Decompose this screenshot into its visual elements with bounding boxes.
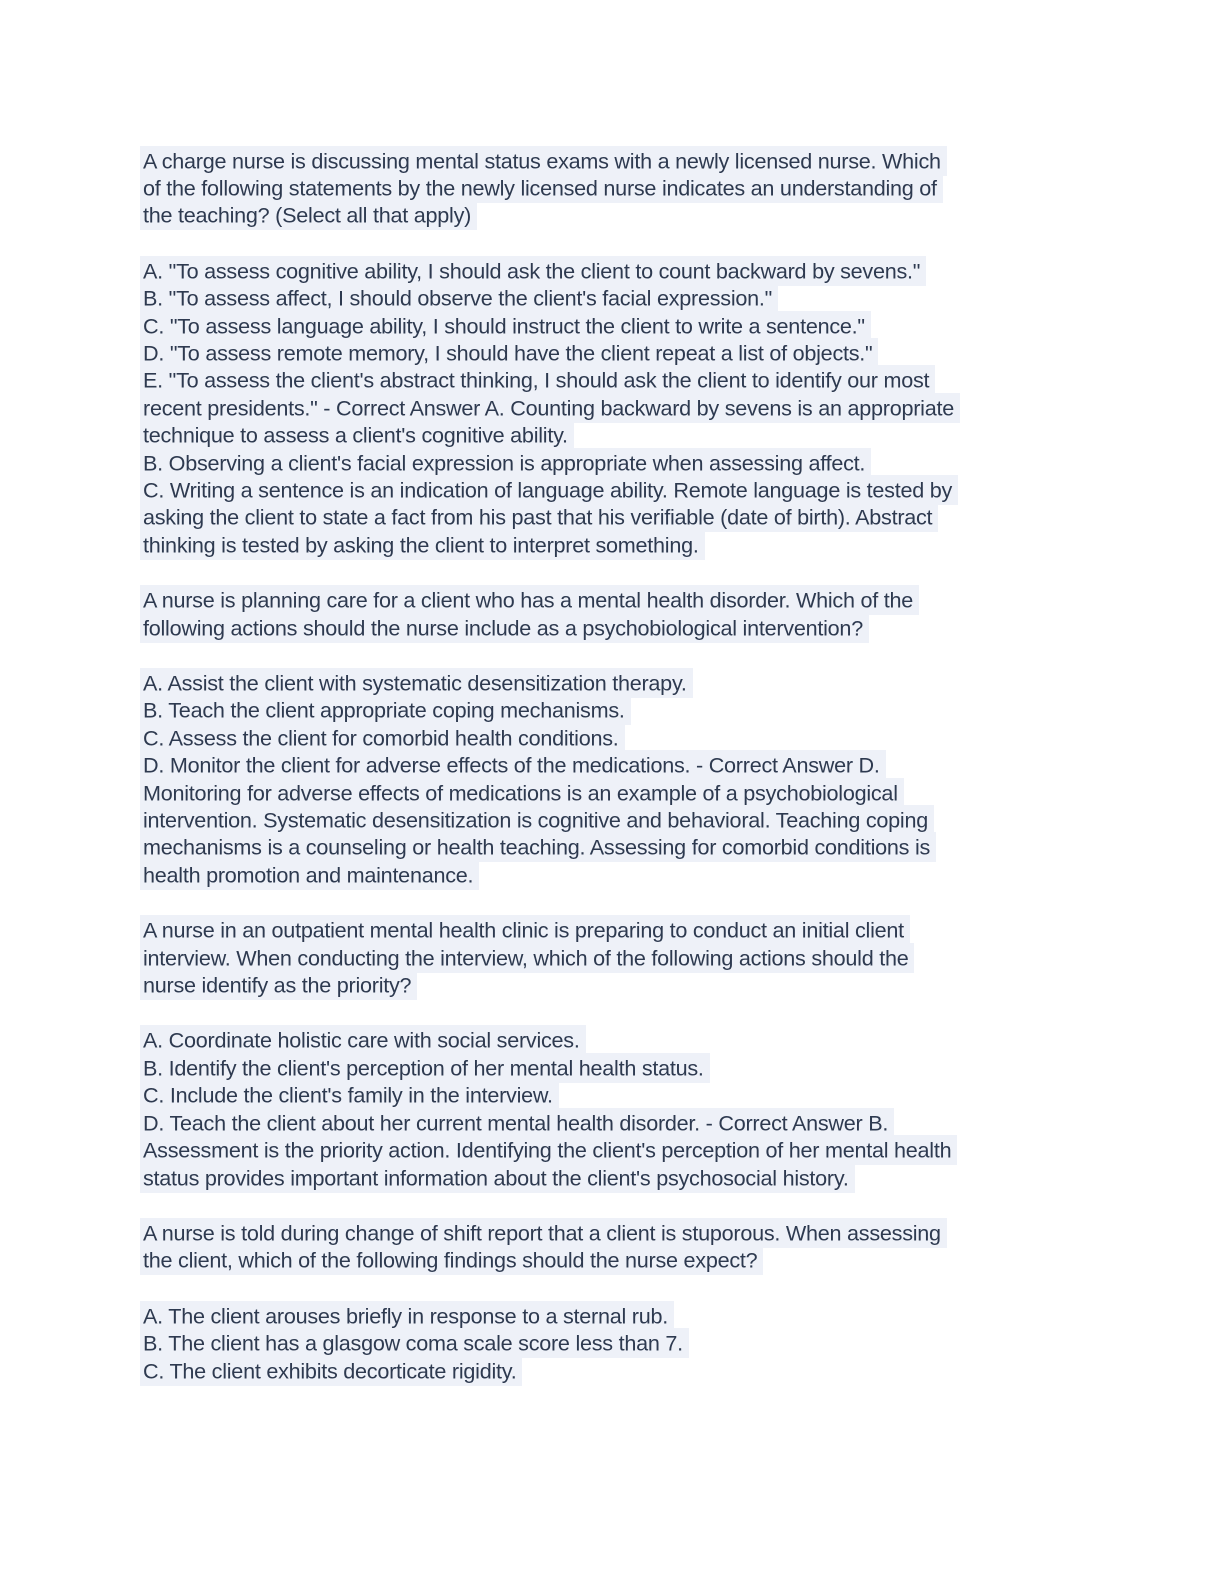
text-line [140, 1109, 1108, 1136]
text-line [140, 312, 1108, 339]
text-line [140, 1357, 1108, 1384]
text-line [140, 504, 1108, 531]
highlighted-text: health promotion and maintenance. [140, 860, 479, 890]
text-line [140, 174, 1108, 201]
highlighted-text: C. The client exhibits decorticate rigidity. [140, 1356, 522, 1386]
highlighted-text: thinking is tested by asking the client to interpret something. [140, 530, 705, 560]
highlighted-text: B. "To assess affect, I should observe the client's facial expression." [140, 283, 778, 313]
text-line [140, 1164, 1108, 1191]
text-line [140, 1027, 1108, 1054]
text-line [140, 587, 1108, 614]
highlighted-text: nurse identify as the priority? [140, 970, 417, 1000]
text-line [140, 531, 1108, 558]
highlighted-text: following actions should the nurse include as a psychobiological intervention? [140, 613, 869, 643]
highlighted-text: A nurse is planning care for a client who has a mental health disorder. Which of the [140, 585, 919, 615]
paragraph [143, 1302, 1108, 1384]
highlighted-text: interview. When conducting the interview, which of the following actions should the [140, 943, 914, 973]
highlighted-text: the teaching? (Select all that apply) [140, 200, 477, 230]
text-line [140, 449, 1108, 476]
highlighted-text: status provides important information about the client's psychosocial history. [140, 1163, 855, 1193]
highlighted-text: B. Observing a client's facial expression is appropriate when assessing affect. [140, 448, 871, 478]
highlighted-text: D. Monitor the client for adverse effects of the medications. - Correct Answer D. [140, 750, 886, 780]
text-line [140, 834, 1108, 861]
highlighted-text: B. The client has a glasgow coma scale score less than 7. [140, 1328, 689, 1358]
paragraph [143, 917, 1108, 999]
highlighted-text: intervention. Systematic desensitization is cognitive and behavioral. Teaching coping [140, 805, 934, 835]
highlighted-text: asking the client to state a fact from his past that his verifiable (date of birth). Abstract [140, 502, 938, 532]
highlighted-text: Monitoring for adverse effects of medications is an example of a psychobiological [140, 778, 904, 808]
highlighted-text: A. The client arouses briefly in response to a sternal rub. [140, 1301, 674, 1331]
text-line [140, 724, 1108, 751]
text-line [140, 752, 1108, 779]
text-line [140, 1330, 1108, 1357]
highlighted-text: C. Assess the client for comorbid health conditions. [140, 723, 625, 753]
highlighted-text: A. "To assess cognitive ability, I should ask the client to count backward by sevens." [140, 256, 926, 286]
text-line [140, 1247, 1108, 1274]
highlighted-text: C. Writing a sentence is an indication of language ability. Remote language is tested by [140, 475, 958, 505]
text-line [140, 697, 1108, 724]
text-line [140, 917, 1108, 944]
text-line [140, 1054, 1108, 1081]
paragraph [143, 587, 1108, 642]
highlighted-text: E. "To assess the client's abstract thinking, I should ask the client to identify our most [140, 365, 935, 395]
highlighted-text: Assessment is the priority action. Identifying the client's perception of her mental health [140, 1135, 957, 1165]
highlighted-text: technique to assess a client's cognitive ability. [140, 420, 574, 450]
highlighted-text: the client, which of the following findings should the nurse expect? [140, 1245, 763, 1275]
text-line [140, 285, 1108, 312]
text-line [140, 670, 1108, 697]
text-line [140, 1219, 1108, 1246]
highlighted-text: A charge nurse is discussing mental status exams with a newly licensed nurse. Which [140, 146, 947, 176]
highlighted-text: C. Include the client's family in the interview. [140, 1080, 559, 1110]
paragraph [143, 257, 1108, 558]
text-line [140, 614, 1108, 641]
highlighted-text: A. Assist the client with systematic desensitization therapy. [140, 668, 693, 698]
text-line [140, 807, 1108, 834]
paragraph [143, 1219, 1108, 1274]
text-line [140, 394, 1108, 421]
highlighted-text: of the following statements by the newly licensed nurse indicates an understanding of [140, 173, 943, 203]
text-line [140, 779, 1108, 806]
paragraph [143, 1027, 1108, 1191]
highlighted-text: B. Identify the client's perception of her mental health status. [140, 1053, 710, 1083]
text-line [140, 339, 1108, 366]
text-line [140, 861, 1108, 888]
highlighted-text: A. Coordinate holistic care with social services. [140, 1025, 586, 1055]
text-line [140, 1082, 1108, 1109]
text-line [140, 147, 1108, 174]
text-line [140, 476, 1108, 503]
highlighted-text: D. Teach the client about her current mental health disorder. - Correct Answer B. [140, 1108, 894, 1138]
highlighted-text: C. "To assess language ability, I should instruct the client to write a sentence." [140, 311, 871, 341]
text-line [140, 367, 1108, 394]
text-line [140, 944, 1108, 971]
text-line [140, 202, 1108, 229]
text-line [140, 972, 1108, 999]
text-line [140, 1137, 1108, 1164]
highlighted-text: mechanisms is a counseling or health teaching. Assessing for comorbid conditions is [140, 832, 936, 862]
highlighted-text: A nurse in an outpatient mental health clinic is preparing to conduct an initial client [140, 915, 910, 945]
document-content [143, 147, 1108, 1412]
text-line [140, 1302, 1108, 1329]
text-line [140, 422, 1108, 449]
text-line [140, 257, 1108, 284]
paragraph [143, 147, 1108, 229]
highlighted-text: recent presidents." - Correct Answer A. Counting backward by sevens is an appropriate [140, 393, 960, 423]
paragraph [143, 670, 1108, 889]
highlighted-text: B. Teach the client appropriate coping mechanisms. [140, 695, 631, 725]
highlighted-text: A nurse is told during change of shift report that a client is stuporous. When assessing [140, 1218, 947, 1248]
highlighted-text: D. "To assess remote memory, I should have the client repeat a list of objects." [140, 338, 878, 368]
